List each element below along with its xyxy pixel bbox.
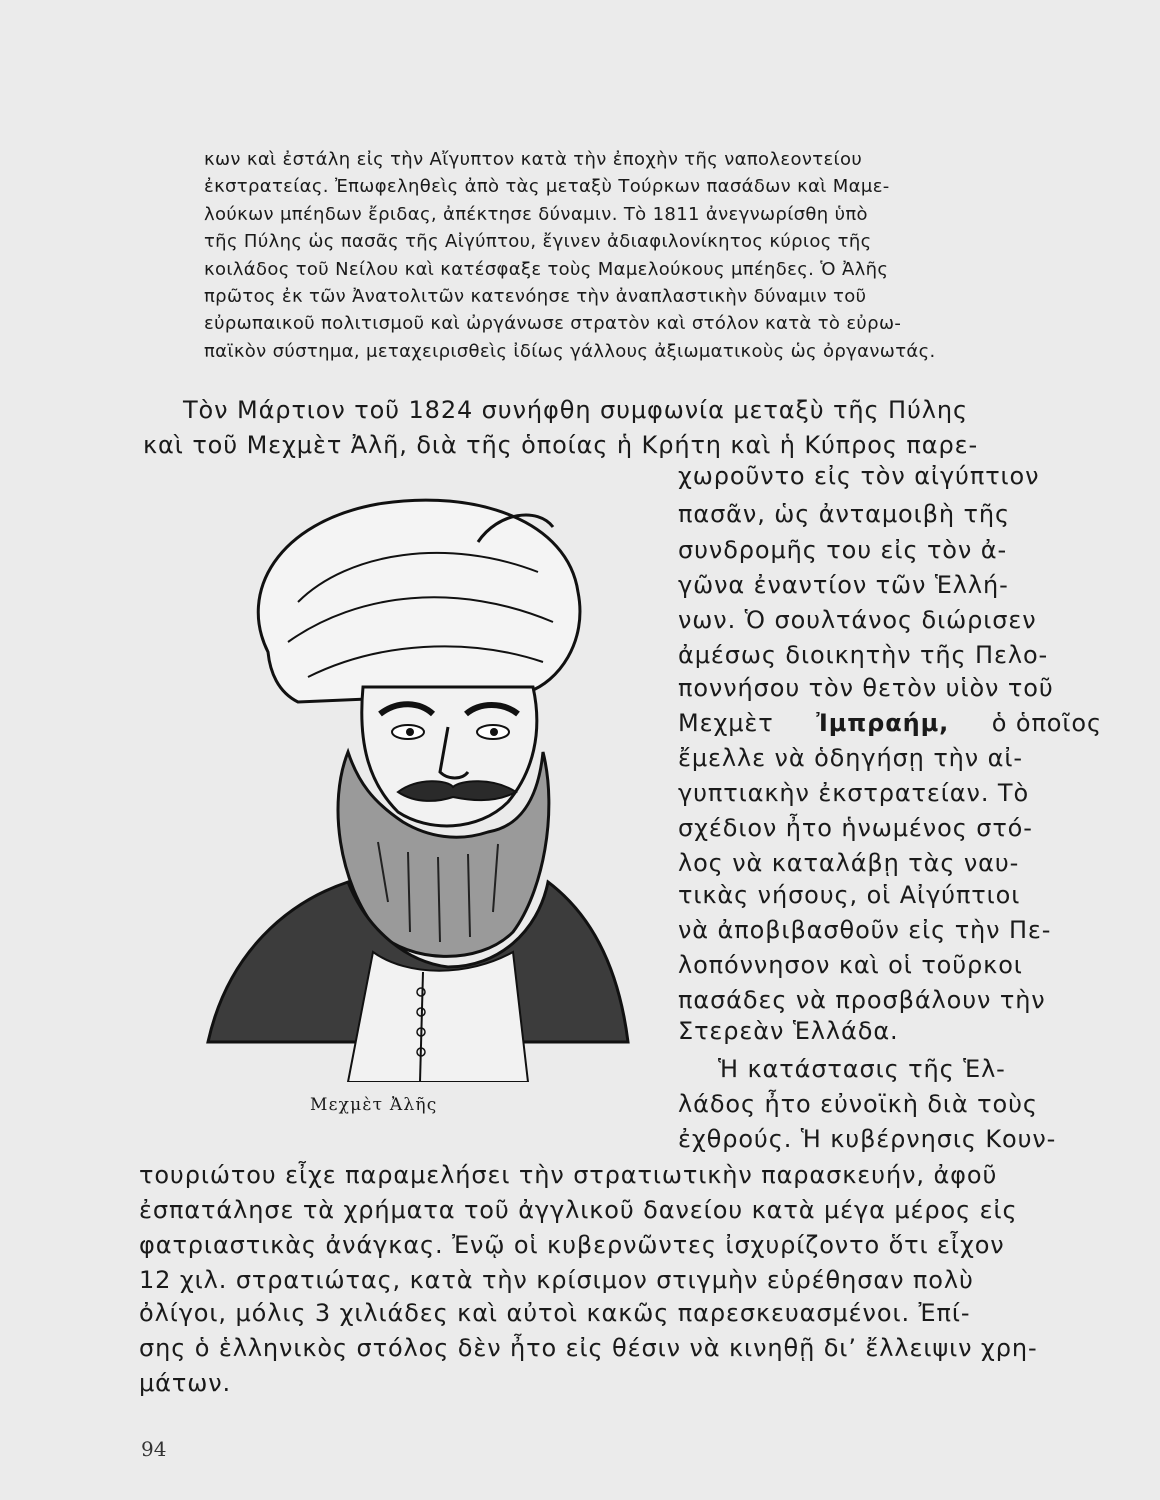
text-line-content: εὐρωπαικοῦ πολιτισμοῦ καὶ ὠργάνωσε στρατὸν καὶ στόλον κατὰ τὸ εὐρω- xyxy=(204,313,902,335)
text-line-content: πρῶτος ἐκ τῶν Ἀνατολιτῶν κατενόησε τὴν ἀναπλαστικὴν δύναμιν τοῦ xyxy=(204,285,867,307)
text-fragment: ὁ ὁποῖος xyxy=(991,709,1102,737)
column-text-line: πασάδες νὰ προσβάλουν τὴν xyxy=(678,986,1046,1014)
text-line xyxy=(204,310,1108,337)
main-text-line: φατριαστικὰς ἀνάγκας. Ἐνῷ οἱ κυβερνῶντες ἰσχυρίζοντο ὅτι εἶχον xyxy=(139,1231,1005,1259)
column-text-line: πασᾶν, ὡς ἀνταμοιβὴ τῆς xyxy=(678,500,1010,528)
bold-name: Ἰμπραήμ, xyxy=(816,709,950,737)
main-text-line: σης ὁ ἑλληνικὸς στόλος δὲν ἦτο εἰς θέσιν νὰ κινηθῇ δι’ ἔλλειψιν χρη- xyxy=(139,1334,1038,1362)
text-line-content: λούκων μπέηδων ἔριδας, ἀπέκτησε δύναμιν. Τὸ 1811 ἀνεγνωρίσθη ὑπὸ xyxy=(204,203,868,225)
right-pupil xyxy=(490,728,498,736)
page-number: 94 xyxy=(141,1437,167,1461)
column-text-line: λάδος ἦτο εὐνοϊκὴ διὰ τοὺς xyxy=(678,1090,1038,1118)
main-text-line: μάτων. xyxy=(139,1369,232,1397)
column-text-line: ἔμελλε νὰ ὁδηγήσῃ τὴν αἰ- xyxy=(678,744,1023,772)
main-text-line: 12 χιλ. στρατιώτας, κατὰ τὴν κρίσιμον στιγμὴν εὑρέθησαν πολὺ xyxy=(139,1266,974,1294)
main-text-line: καὶ τοῦ Μεχμὲτ Ἀλῆ, διὰ τῆς ὁποίας ἡ Κρήτη καὶ ἡ Κύπρος παρε- xyxy=(143,431,979,459)
column-text-line: ἐχθρούς. Ἡ κυβέρνησις Κουν- xyxy=(678,1125,1057,1153)
text-line-content: τῆς Πύλης ὡς πασᾶς τῆς Αἰγύπτου, ἔγινεν ἀδιαφιλονίκητος κύριος τῆς xyxy=(204,231,872,253)
column-text-line: λοπόννησον καὶ οἱ τοῦρκοι xyxy=(678,951,1023,979)
column-text-line: χωροῦντο εἰς τὸν αἰγύπτιον xyxy=(678,462,1040,490)
left-pupil xyxy=(406,728,414,736)
portrait-caption: Μεχμὲτ Ἀλῆς xyxy=(310,1095,438,1115)
column-text-line: γυπτιακὴν ἐκστρατείαν. Τὸ xyxy=(678,779,1030,807)
main-text-line: Τὸν Μάρτιον τοῦ 1824 συνήφθη συμφωνία μεταξὺ τῆς Πύλης xyxy=(183,396,968,424)
column-text-line: τικὰς νήσους, οἱ Αἰγύπτιοι xyxy=(678,881,1021,909)
mustache xyxy=(398,781,516,801)
column-text-line: ἀμέσως διοικητὴν τῆς Πελο- xyxy=(678,641,1049,669)
main-text-line: τουριώτου εἶχε παραμελήσει τὴν στρατιωτικὴν παρασκευήν, ἀφοῦ xyxy=(139,1161,998,1189)
column-text-line: συνδρομῆς του εἰς τὸν ἀ- xyxy=(678,536,1008,564)
column-text-line: γῶνα ἐναντίον τῶν Ἑλλή- xyxy=(678,571,1009,599)
text-line xyxy=(204,256,1108,283)
column-text-line: νων. Ὁ σουλτάνος διώρισεν xyxy=(678,606,1037,634)
column-text-line: Ἡ κατάστασις τῆς Ἑλ- xyxy=(718,1055,1006,1083)
text-line xyxy=(204,173,1108,200)
column-text-line: ποννήσου τὸν θετὸν υἱὸν τοῦ xyxy=(678,674,1054,702)
text-line-content: ἐκστρατείας. Ἐπωφεληθεὶς ἀπὸ τὰς μεταξὺ Τούρκων πασάδων καὶ Μαμε- xyxy=(204,176,890,198)
text-line-content: κων καὶ ἐστάλη εἰς τὴν Αἴγυπτον κατὰ τὴν ἐποχὴν τῆς ναπολεοντείου xyxy=(204,149,863,170)
column-text-line: νὰ ἀποβιβασθοῦν εἰς τὴν Πε- xyxy=(678,916,1052,944)
tunic xyxy=(348,952,528,1082)
main-text-line: ὀλίγοι, μόλις 3 χιλιάδες καὶ αὐτοὶ κακῶς παρεσκευασμένοι. Ἐπί- xyxy=(139,1299,971,1327)
footnote-paragraph xyxy=(204,146,1108,365)
column-text-line: λος νὰ καταλάβῃ τὰς ναυ- xyxy=(678,849,1020,877)
text-fragment: Μεχμὲτ xyxy=(678,709,774,737)
text-line xyxy=(204,338,1108,365)
main-text-line: ἐσπατάλησε τὰ χρήματα τοῦ ἀγγλικοῦ δανείου κατὰ μέγα μέρος εἰς xyxy=(139,1196,1018,1224)
text-line xyxy=(204,228,1108,255)
column-text-line: Στερεὰν Ἑλλάδα. xyxy=(678,1017,899,1045)
turban xyxy=(258,500,580,702)
column-text-line: σχέδιον ἦτο ἡνωμένος στό- xyxy=(678,814,1033,842)
text-line xyxy=(204,146,1108,173)
text-line xyxy=(204,201,1108,228)
column-text-line xyxy=(678,708,1102,738)
text-line-content: παϊκὸν σύστημα, μεταχειρισθεὶς ἰδίως γάλλους ἀξιωματικοὺς ὡς ὀργανωτάς. xyxy=(204,340,936,362)
portrait-illustration xyxy=(148,482,668,1082)
text-line xyxy=(204,283,1108,310)
text-line-content: κοιλάδος τοῦ Νείλου καὶ κατέσφαξε τοὺς Μαμελούκους μπέηδες. Ὁ Ἀλῆς xyxy=(204,258,889,280)
